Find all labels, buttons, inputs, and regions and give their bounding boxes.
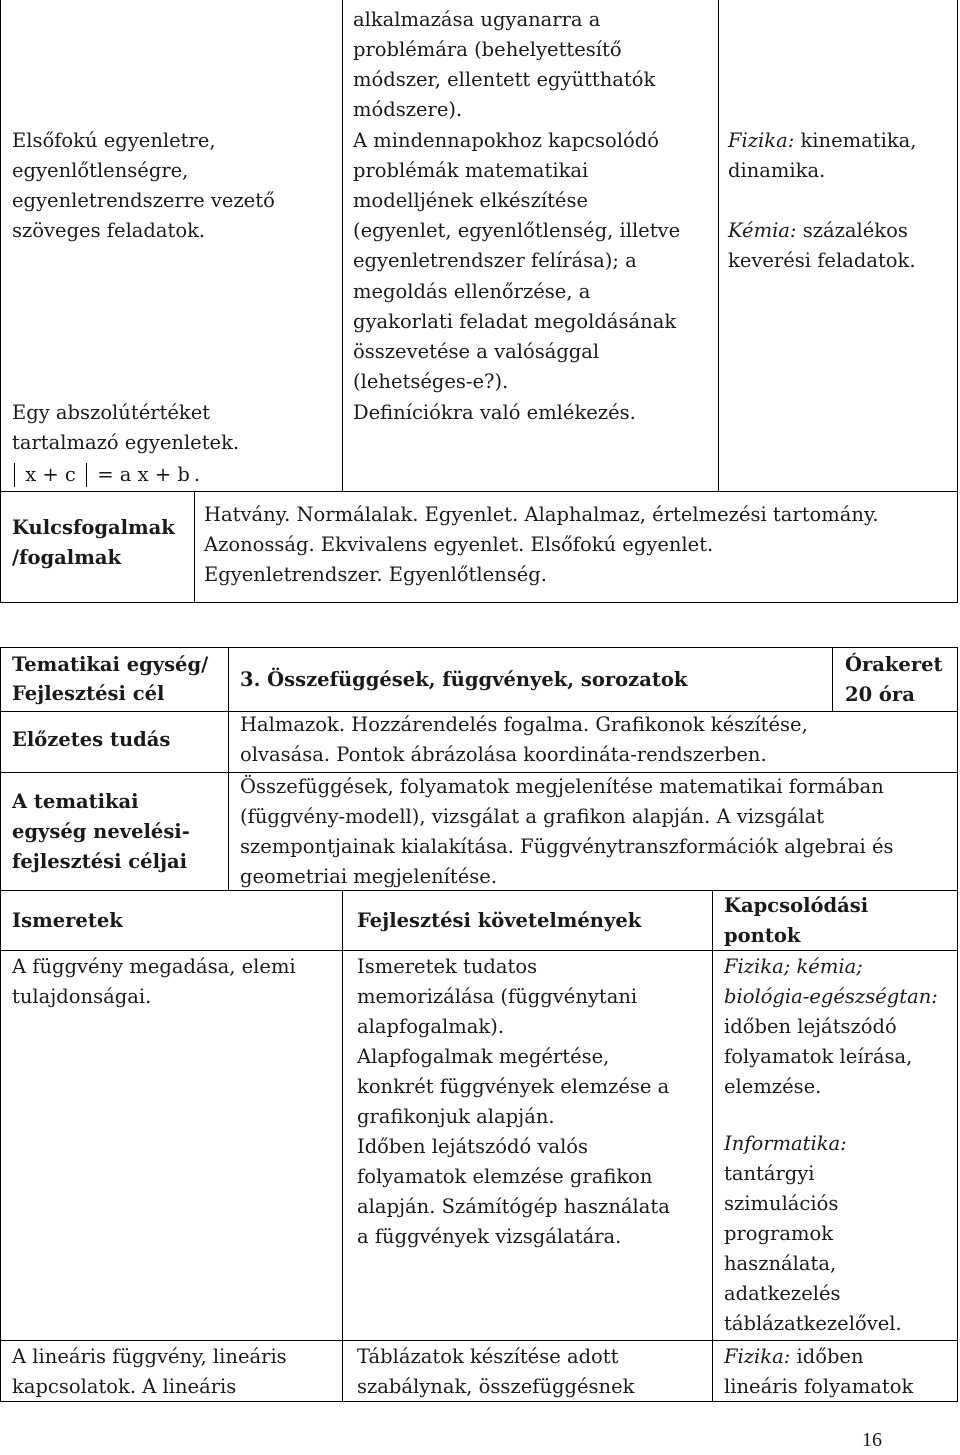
table-border bbox=[718, 0, 719, 491]
cell-text: problémák matematikai bbox=[353, 159, 589, 182]
cell-text: szempontjainak kialakítása. Függvénytranszformációk algebrai és bbox=[240, 835, 894, 858]
cell-text: egyenletrendszerre vezető bbox=[12, 189, 275, 212]
cell-text: táblázatkezelővel. bbox=[724, 1312, 902, 1335]
subject-label: Fizika; kémia; bbox=[724, 955, 863, 978]
cell-text: megoldás ellenőrzése, a bbox=[353, 280, 591, 303]
table-border bbox=[0, 0, 1, 603]
cell-text: grafikonjuk alapján. bbox=[357, 1105, 555, 1128]
cell-text: A lineáris függvény, lineáris bbox=[12, 1345, 287, 1368]
header-kapcsolodasi: Kapcsolódási bbox=[724, 894, 869, 917]
cell-text bbox=[728, 126, 916, 156]
table-border bbox=[228, 647, 229, 891]
cell-text: alkalmazása ugyanarra a bbox=[353, 8, 601, 31]
row-label: Kulcsfogalmak bbox=[12, 516, 175, 539]
formula-lhs: x + c bbox=[25, 463, 76, 486]
cell-text: Azonosság. Ekvivalens egyenlet. Elsőfokú egyenlet. bbox=[204, 533, 714, 556]
subject-fizika: Fizika: bbox=[728, 129, 795, 152]
orakeret-label: Órakeret bbox=[845, 653, 943, 676]
table-border bbox=[712, 890, 713, 1402]
cell-text: Időben lejátszódó valós bbox=[357, 1135, 589, 1158]
cell-text: kapcsolatok. A lineáris bbox=[12, 1375, 237, 1398]
abs-bar-left bbox=[14, 463, 15, 487]
cell-text: szimulációs bbox=[724, 1192, 839, 1215]
absolute-value-formula bbox=[14, 461, 200, 489]
header-ismeretek: Ismeretek bbox=[12, 909, 123, 932]
row-label: Tematikai egység/ bbox=[12, 653, 209, 676]
table-border bbox=[194, 491, 195, 603]
table-border bbox=[342, 0, 343, 491]
cell-text bbox=[728, 216, 908, 246]
header-fejlesztesi: Fejlesztési követelmények bbox=[357, 909, 642, 932]
cell-text: memorizálása (függvénytani bbox=[357, 985, 638, 1008]
cell-text: (függvény-modell), vizsgálat a grafikon alapján. A vizsgálat bbox=[240, 805, 825, 828]
cell-text: (egyenlet, egyenlőtlenség, illetve bbox=[353, 219, 681, 242]
table-border bbox=[0, 602, 958, 603]
cell-text: alapján. Számítógép használata bbox=[357, 1195, 670, 1218]
row-label: /fogalmak bbox=[12, 546, 121, 569]
cell-text: szabálynak, összefüggésnek bbox=[357, 1375, 635, 1398]
cell-text: a függvények vizsgálatára. bbox=[357, 1225, 622, 1248]
cell-text bbox=[724, 1342, 864, 1372]
cell-text: (lehetséges-e?). bbox=[353, 370, 509, 393]
cell-text: módszer, ellentett együtthatók bbox=[353, 68, 656, 91]
table-border bbox=[0, 491, 958, 492]
table-border bbox=[832, 647, 833, 712]
subject-label: biológia-egészségtan: bbox=[724, 985, 938, 1008]
table-border bbox=[342, 890, 343, 1402]
table-border bbox=[0, 950, 958, 951]
cell-text: lineáris folyamatok bbox=[724, 1375, 914, 1398]
subject-text: kinematika, bbox=[794, 129, 917, 152]
subject-text: százalékos bbox=[796, 219, 908, 242]
cell-text: tantárgyi bbox=[724, 1162, 815, 1185]
cell-text: alapfogalmak). bbox=[357, 1015, 505, 1038]
cell-text: keverési feladatok. bbox=[728, 249, 916, 272]
cell-text: A mindennapokhoz kapcsolódó bbox=[353, 129, 659, 152]
cell-text: geometriai megjelenítése. bbox=[240, 865, 498, 888]
cell-text: folyamatok leírása, bbox=[724, 1045, 913, 1068]
cell-text: egyenletrendszer felírása); a bbox=[353, 249, 637, 272]
cell-text: tulajdonságai. bbox=[12, 985, 152, 1008]
abs-bar-right bbox=[86, 463, 87, 487]
cell-text: adatkezelés bbox=[724, 1282, 841, 1305]
row-label: Fejlesztési cél bbox=[12, 682, 165, 705]
cell-text: összevetése a valósággal bbox=[353, 340, 600, 363]
cell-text: Definíciókra való emlékezés. bbox=[353, 401, 636, 424]
subject-fizika: Fizika: bbox=[724, 1345, 791, 1368]
cell-text: Egyenletrendszer. Egyenlőtlenség. bbox=[204, 563, 547, 586]
row-label: fejlesztési céljai bbox=[12, 850, 188, 873]
header-kapcsolodasi: pontok bbox=[724, 924, 801, 947]
cell-text: szöveges feladatok. bbox=[12, 219, 206, 242]
table-border bbox=[0, 1340, 958, 1341]
orakeret-value: 20 óra bbox=[845, 683, 915, 706]
subject-label: Informatika: bbox=[724, 1132, 847, 1155]
table-border bbox=[957, 0, 958, 603]
cell-text: modelljének elkészítése bbox=[353, 189, 588, 212]
cell-text: Összefüggések, folyamatok megjelenítése matematikai formában bbox=[240, 775, 884, 798]
cell-text: Alapfogalmak megértése, bbox=[357, 1045, 610, 1068]
cell-text: elemzése. bbox=[724, 1075, 822, 1098]
cell-text: folyamatok elemzése grafikon bbox=[357, 1165, 653, 1188]
table-border bbox=[0, 647, 958, 648]
cell-text: programok bbox=[724, 1222, 834, 1245]
row-label: A tematikai bbox=[12, 790, 139, 813]
table-border bbox=[0, 647, 1, 1402]
subject-text: időben bbox=[790, 1345, 864, 1368]
cell-text: egyenlőtlenségre, bbox=[12, 159, 189, 182]
cell-text: Egy abszolútértéket bbox=[12, 401, 211, 424]
formula-rhs: = a x + b bbox=[97, 463, 190, 486]
cell-text: Ismeretek tudatos bbox=[357, 955, 538, 978]
table-border bbox=[957, 647, 958, 1402]
cell-text: tartalmazó egyenletek. bbox=[12, 431, 240, 454]
cell-text: Táblázatok készítése adott bbox=[357, 1345, 619, 1368]
formula-end: . bbox=[193, 463, 201, 486]
cell-text: gyakorlati feladat megoldásának bbox=[353, 310, 677, 333]
cell-text: módszere). bbox=[353, 98, 463, 121]
cell-text: Halmazok. Hozzárendelés fogalma. Grafikonok készítése, bbox=[240, 713, 808, 736]
row-label: Előzetes tudás bbox=[12, 728, 171, 751]
subject-kemia: Kémia: bbox=[728, 219, 797, 242]
cell-text: használata, bbox=[724, 1252, 837, 1275]
cell-text: konkrét függvények elemzése a bbox=[357, 1075, 670, 1098]
cell-text: dinamika. bbox=[728, 159, 826, 182]
unit-title: 3. Összefüggések, függvények, sorozatok bbox=[240, 668, 688, 691]
cell-text: problémára (behelyettesítő bbox=[353, 38, 622, 61]
cell-text: A függvény megadása, elemi bbox=[12, 955, 296, 978]
row-label: egység nevelési- bbox=[12, 820, 190, 843]
cell-text: időben lejátszódó bbox=[724, 1015, 897, 1038]
cell-text: Hatvány. Normálalak. Egyenlet. Alaphalmaz, értelmezési tartomány. bbox=[204, 503, 879, 526]
cell-text: olvasása. Pontok ábrázolása koordináta-rendszerben. bbox=[240, 743, 767, 766]
page-number: 16 bbox=[862, 1429, 882, 1451]
cell-text: Elsőfokú egyenletre, bbox=[12, 129, 216, 152]
